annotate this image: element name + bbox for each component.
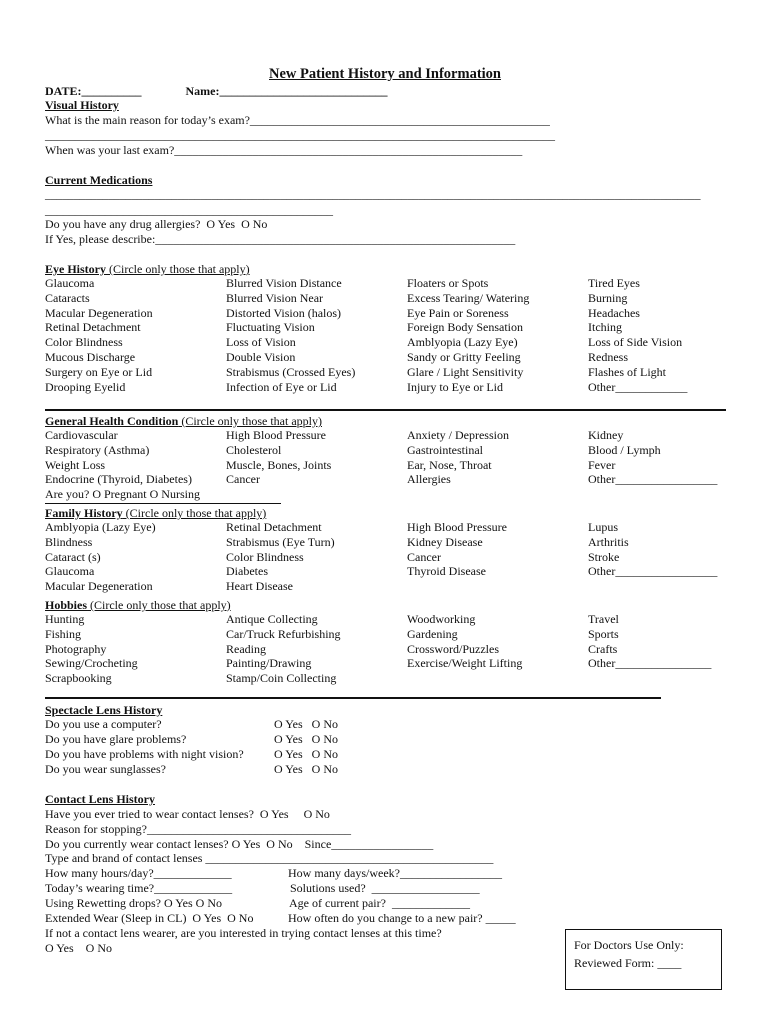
- spectacle-question: Do you use a computer?: [45, 717, 162, 731]
- list-item[interactable]: High Blood Pressure: [226, 428, 326, 442]
- hobbies-header: [45, 598, 231, 612]
- list-item[interactable]: Gardening: [407, 626, 458, 641]
- hobbies-instruction: (Circle only those that apply): [87, 598, 231, 612]
- hobbies-col-2: [226, 612, 341, 686]
- list-item[interactable]: Color Blindness: [45, 335, 123, 350]
- list-item[interactable]: Macular Degeneration: [45, 305, 153, 320]
- eye-history-col-4: [588, 276, 687, 394]
- list-item[interactable]: Redness: [588, 349, 628, 364]
- reason-stopping-field[interactable]: Reason for stopping?__________________________________: [45, 822, 351, 836]
- list-item[interactable]: Eye Pain or Soreness: [407, 305, 509, 320]
- list-item[interactable]: Stamp/Coin Collecting: [226, 671, 337, 686]
- family-history-col-1: [45, 520, 156, 594]
- doctors-use-box: [565, 929, 722, 990]
- list-item[interactable]: Fishing: [45, 626, 82, 641]
- family-history-instruction: (Circle only those that apply): [122, 506, 267, 520]
- list-item[interactable]: Stroke: [588, 549, 620, 564]
- list-item[interactable]: Allergies: [407, 472, 451, 487]
- list-item[interactable]: Arthritis: [588, 534, 629, 549]
- section-divider: [45, 697, 661, 699]
- contact-tried-question[interactable]: Have you ever tried to wear contact lenses? O Yes O No: [45, 807, 330, 821]
- list-item[interactable]: Crossword/Puzzles: [407, 641, 499, 656]
- list-item[interactable]: Crafts: [588, 641, 618, 656]
- spectacle-question: Do you wear sunglasses?: [45, 762, 166, 776]
- list-item[interactable]: Travel: [588, 612, 619, 626]
- list-item[interactable]: Surgery on Eye or Lid: [45, 364, 153, 379]
- eye-history-col-1: [45, 276, 153, 394]
- list-item[interactable]: Blood / Lymph: [588, 442, 661, 457]
- list-item[interactable]: Loss of Side Vision: [588, 335, 683, 350]
- list-item[interactable]: Scrapbooking: [45, 671, 112, 686]
- list-item[interactable]: Photography: [45, 641, 107, 656]
- list-item[interactable]: Anxiety / Depression: [407, 428, 509, 442]
- list-item[interactable]: Sports: [588, 626, 619, 641]
- list-item[interactable]: Cataract (s): [45, 549, 101, 564]
- list-item[interactable]: Retinal Detachment: [226, 520, 322, 534]
- list-item[interactable]: Glare / Light Sensitivity: [407, 364, 524, 379]
- page-title: New Patient History and Information: [269, 66, 501, 82]
- list-item[interactable]: Macular Degeneration: [45, 579, 153, 594]
- list-item[interactable]: Heart Disease: [226, 579, 293, 594]
- list-item[interactable]: Exercise/Weight Lifting: [407, 656, 523, 671]
- reviewed-form-field[interactable]: Reviewed Form: ____: [574, 956, 682, 970]
- visual-history-heading: Visual History: [45, 98, 119, 112]
- list-item[interactable]: Excess Tearing/ Watering: [407, 290, 530, 305]
- contact-heading: Contact Lens History: [45, 792, 155, 806]
- list-item[interactable]: Mucous Discharge: [45, 349, 136, 364]
- hobbies-col-1: [45, 612, 138, 686]
- section-divider: [45, 409, 726, 411]
- list-item[interactable]: Cancer: [226, 472, 260, 487]
- section-divider: [45, 503, 281, 504]
- general-health-col-3: [407, 428, 509, 487]
- list-item[interactable]: Reading: [226, 641, 266, 656]
- eye-history-heading: Eye History: [45, 262, 106, 276]
- reason-line-2[interactable]: _____________________________________________________________________________________: [45, 128, 555, 142]
- list-item[interactable]: Infection of Eye or Lid: [226, 379, 337, 394]
- age-current-pair-field[interactable]: Age of current pair? _____________: [289, 896, 470, 910]
- list-item[interactable]: High Blood Pressure: [407, 520, 507, 534]
- list-item[interactable]: Flashes of Light: [588, 364, 666, 379]
- eye-history-instruction: (Circle only those that apply): [106, 262, 250, 276]
- spectacle-answer[interactable]: O Yes O No: [274, 747, 339, 761]
- name-label: Name:: [185, 84, 220, 98]
- family-history-col-3: [407, 520, 507, 579]
- solutions-field[interactable]: Solutions used? __________________: [290, 881, 480, 895]
- interest-answer[interactable]: O Yes O No: [45, 941, 113, 955]
- list-item[interactable]: Diabetes: [226, 564, 268, 579]
- list-item[interactable]: Thyroid Disease: [407, 564, 486, 579]
- list-item[interactable]: Car/Truck Refurbishing: [226, 626, 341, 641]
- allergies-describe[interactable]: If Yes, please describe:____________________________________________________________: [45, 232, 516, 246]
- list-item[interactable]: Cancer: [407, 549, 441, 564]
- currently-wear-question[interactable]: Do you currently wear contact lenses? O Yes O No Since_________________: [45, 837, 434, 851]
- family-history-col-4: [588, 520, 717, 579]
- spectacle-heading: Spectacle Lens History: [45, 703, 163, 717]
- list-item[interactable]: Blindness: [45, 534, 93, 549]
- spectacle-question: Do you have glare problems?: [45, 732, 187, 746]
- general-health-col-1: [45, 428, 200, 502]
- hobbies-col-4: [588, 612, 711, 671]
- eye-history-header: [45, 262, 250, 276]
- interest-question: If not a contact lens wearer, are you interested in trying contact lenses at this time?: [45, 926, 442, 940]
- list-item[interactable]: Strabismus (Eye Turn): [226, 534, 335, 549]
- family-history-heading: Family History: [45, 506, 123, 520]
- list-item[interactable]: Burning: [588, 290, 628, 305]
- days-per-week-field[interactable]: How many days/week?_________________: [288, 866, 502, 880]
- list-item[interactable]: Retinal Detachment: [45, 320, 141, 335]
- list-item[interactable]: Muscle, Bones, Joints: [226, 457, 332, 472]
- list-item[interactable]: Other_________________: [588, 472, 718, 487]
- list-item[interactable]: Lupus: [588, 520, 618, 534]
- hours-per-day-field[interactable]: How many hours/day?_____________: [45, 866, 232, 880]
- rewetting-drops-question[interactable]: Using Rewetting drops? O Yes O No: [45, 896, 222, 910]
- general-health-header: [45, 414, 322, 428]
- date-name-row: [45, 84, 387, 98]
- list-item[interactable]: Kidney Disease: [407, 534, 483, 549]
- list-item[interactable]: Kidney: [588, 428, 624, 442]
- list-item[interactable]: Gastrointestinal: [407, 442, 483, 457]
- list-item[interactable]: Sandy or Gritty Feeling: [407, 349, 521, 364]
- reason-question[interactable]: What is the main reason for today’s exam?__________________________________________________: [45, 113, 550, 127]
- list-item[interactable]: Cardiovascular: [45, 428, 118, 442]
- hobbies-heading: Hobbies: [45, 598, 88, 612]
- list-item[interactable]: Color Blindness: [226, 549, 304, 564]
- list-item[interactable]: Antique Collecting: [226, 612, 318, 626]
- change-pair-field[interactable]: How often do you change to a new pair? _____: [288, 911, 516, 925]
- name-field[interactable]: ____________________________: [219, 84, 388, 98]
- list-item[interactable]: Fever: [588, 457, 616, 472]
- spectacle-answer[interactable]: O Yes O No: [274, 717, 339, 731]
- list-item[interactable]: Blurred Vision Distance: [226, 276, 342, 290]
- spectacle-answer[interactable]: O Yes O No: [274, 762, 339, 776]
- general-health-instruction: (Circle only those that apply): [178, 414, 322, 428]
- list-item[interactable]: Ear, Nose, Throat: [407, 457, 492, 472]
- list-item[interactable]: Loss of Vision: [226, 335, 296, 350]
- medications-line-1[interactable]: __________________________________________________________________________________________________________________: [45, 189, 701, 201]
- current-medications-heading: Current Medications: [45, 173, 153, 187]
- date-label: DATE:: [45, 84, 82, 98]
- list-item[interactable]: Woodworking: [407, 612, 476, 626]
- list-item[interactable]: Cataracts: [45, 290, 90, 305]
- list-item[interactable]: Glaucoma: [45, 276, 95, 290]
- list-item[interactable]: Fluctuating Vision: [226, 320, 315, 335]
- list-item[interactable]: Injury to Eye or Lid: [407, 379, 503, 394]
- list-item[interactable]: Glaucoma: [45, 564, 95, 579]
- last-exam-question[interactable]: When was your last exam?__________________________________________________________: [45, 143, 523, 157]
- list-item[interactable]: Other________________: [588, 656, 712, 671]
- list-item[interactable]: Respiratory (Asthma): [45, 442, 150, 457]
- eye-history-col-3: [407, 276, 529, 394]
- wearing-time-field[interactable]: Today’s wearing time?_____________: [45, 881, 233, 895]
- list-item[interactable]: Amblyopia (Lazy Eye): [45, 520, 156, 534]
- eye-history-col-2: [226, 276, 355, 394]
- list-item[interactable]: Floaters or Spots: [407, 276, 489, 290]
- list-item[interactable]: Other_________________: [588, 564, 718, 579]
- list-item[interactable]: Other____________: [588, 379, 688, 394]
- general-health-col-4: [588, 428, 717, 487]
- list-item[interactable]: Tired Eyes: [588, 276, 640, 290]
- spectacle-question: Do you have problems with night vision?: [45, 747, 244, 761]
- list-item[interactable]: Headaches: [588, 305, 640, 320]
- type-brand-field[interactable]: Type and brand of contact lenses ________________________________________________: [45, 851, 494, 865]
- pregnant-nursing-question[interactable]: Are you? O Pregnant O Nursing: [45, 487, 200, 502]
- spectacle-answer[interactable]: O Yes O No: [274, 732, 339, 746]
- list-item[interactable]: Sewing/Crocheting: [45, 656, 138, 671]
- list-item[interactable]: Weight Loss: [45, 457, 106, 472]
- date-field[interactable]: __________: [81, 84, 142, 98]
- medications-line-2[interactable]: ________________________________________________: [45, 203, 333, 217]
- list-item[interactable]: Double Vision: [226, 349, 296, 364]
- general-health-heading: General Health Condition: [45, 414, 179, 428]
- list-item[interactable]: Strabismus (Crossed Eyes): [226, 364, 356, 379]
- list-item[interactable]: Itching: [588, 320, 622, 335]
- list-item[interactable]: Painting/Drawing: [226, 656, 312, 671]
- list-item[interactable]: Cholesterol: [226, 442, 282, 457]
- list-item[interactable]: Foreign Body Sensation: [407, 320, 523, 335]
- list-item[interactable]: Distorted Vision (halos): [226, 305, 342, 320]
- list-item[interactable]: Drooping Eyelid: [45, 379, 126, 394]
- hobbies-col-3: [407, 612, 522, 671]
- list-item[interactable]: Endocrine (Thyroid, Diabetes): [45, 472, 192, 487]
- family-history-header: [45, 506, 266, 520]
- list-item[interactable]: Amblyopia (Lazy Eye): [407, 335, 518, 350]
- list-item[interactable]: Blurred Vision Near: [226, 290, 324, 305]
- family-history-col-2: [226, 520, 335, 594]
- extended-wear-question[interactable]: Extended Wear (Sleep in CL) O Yes O No: [45, 911, 254, 925]
- drug-allergies-question[interactable]: Do you have any drug allergies? O Yes O No: [45, 217, 268, 231]
- list-item[interactable]: Hunting: [45, 612, 85, 626]
- doctors-use-label: For Doctors Use Only:: [574, 938, 684, 952]
- general-health-col-2: [226, 428, 331, 487]
